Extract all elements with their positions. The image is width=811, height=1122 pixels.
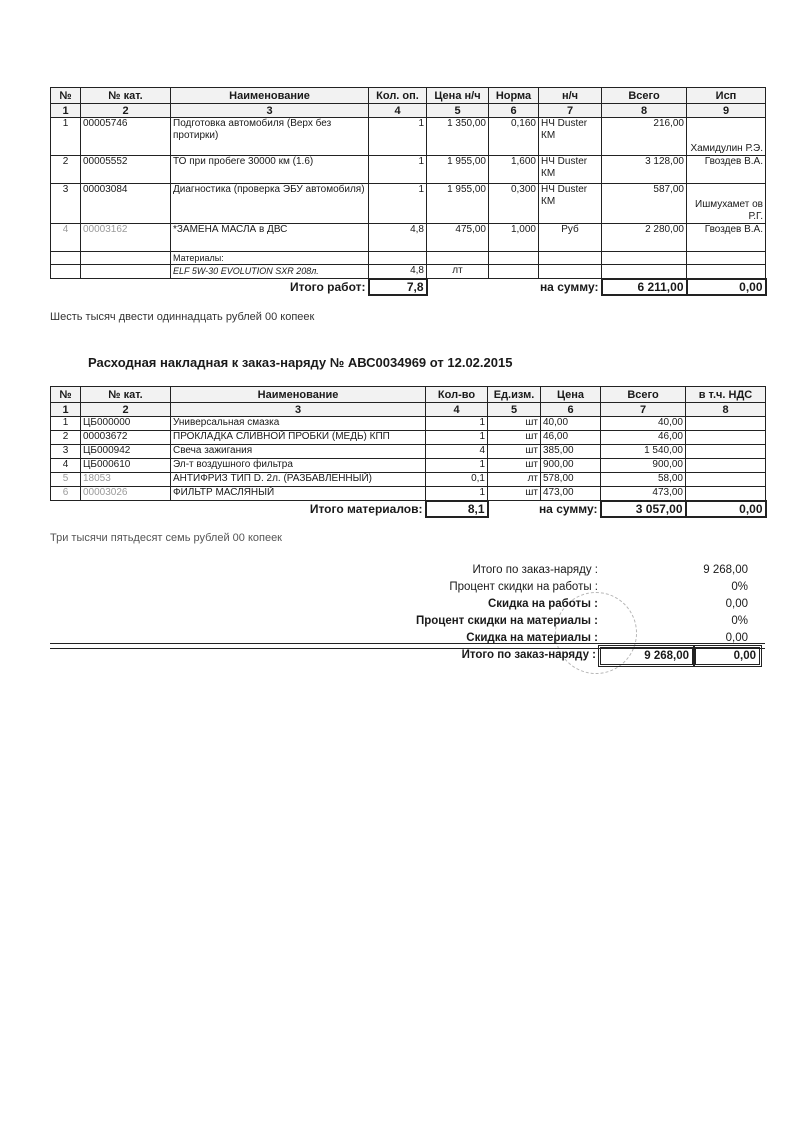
work-qty: 1 [369,156,427,184]
material-price: 46,00 [541,431,601,445]
col-number: 9 [687,104,766,118]
row-number: 6 [51,487,81,501]
header-cell: Наименование [171,387,426,403]
work-qty: 1 [369,118,427,156]
header-cell: Наименование [171,88,369,104]
material-unit: шт [488,459,541,473]
works-sum-value: 6 211,00 [602,279,687,295]
row-number: 4 [51,459,81,473]
material-vat [686,417,766,431]
material-qty: 1 [426,487,488,501]
catalog-number: ЦБ000610 [81,459,171,473]
catalog-number: 00003162 [81,224,171,252]
header-cell: Ед.изм. [488,387,541,403]
work-name: *ЗАМЕНА МАСЛА в ДВС [171,224,369,252]
summary-label: Скидка на работы : [487,598,598,610]
catalog-number: ЦБ000000 [81,417,171,431]
material-vat [686,487,766,501]
col-number: 1 [51,403,81,417]
material-unit: шт [488,445,541,459]
col-number: 4 [426,403,488,417]
table-row [51,445,766,459]
work-nh: Руб [539,224,602,252]
catalog-number: 00005746 [81,118,171,156]
header-cell: № кат. [81,88,171,104]
work-norm: 1,000 [489,224,539,252]
catalog-number: 00003672 [81,431,171,445]
materials-total-row [51,501,766,517]
material-vat [686,445,766,459]
header-cell: № кат. [81,387,171,403]
works-colnum-row [51,104,766,118]
material-vat [686,459,766,473]
final-total-value: 9 268,00 [598,645,695,667]
work-executor: Ишмухамет ов Р.Г. [687,184,766,224]
materials-sum-extra: 0,00 [686,501,766,517]
materials-label-row [51,252,766,265]
table-row [51,224,766,252]
col-number: 3 [171,403,426,417]
col-number: 5 [427,104,489,118]
summary-value: 9 268,00 [703,564,748,576]
col-number: 6 [541,403,601,417]
col-number: 8 [602,104,687,118]
summary-value: 0% [731,615,748,627]
final-total-label: Итого по заказ-наряду : [461,649,596,661]
row-number: 1 [51,417,81,431]
work-nh: НЧ Duster КМ [539,118,602,156]
work-price: 1 955,00 [427,156,489,184]
work-norm: 0,300 [489,184,539,224]
table-row [51,473,766,487]
header-cell: № [51,88,81,104]
col-number: 3 [171,104,369,118]
summary-value: 0% [731,581,748,593]
row-number: 3 [51,445,81,459]
material-unit: лт [427,265,489,279]
material-price: 40,00 [541,417,601,431]
material-unit: шт [488,431,541,445]
col-number: 2 [81,104,171,118]
material-unit: шт [488,417,541,431]
works-sum-in-words: Шесть тысяч двести одиннадцать рублей 00 копеек [50,311,315,323]
material-price: 578,00 [541,473,601,487]
works-total-label: Итого работ: [51,279,369,295]
row-number: 2 [51,156,81,184]
table-row [51,417,766,431]
material-price: 385,00 [541,445,601,459]
header-cell: Норма [489,88,539,104]
materials-total-label: Итого материалов: [51,501,426,517]
header-cell: Всего [601,387,686,403]
material-qty: 1 [426,459,488,473]
material-name: Эл-т воздушного фильтра [171,459,426,473]
material-row [51,265,766,279]
work-total: 3 128,00 [602,156,687,184]
works-total-row [51,279,766,295]
material-qty: 1 [426,417,488,431]
material-total: 1 540,00 [601,445,686,459]
material-unit: лт [488,473,541,487]
work-executor: Хамидулин Р.Э. [687,118,766,156]
materials-total-qty: 8,1 [426,501,488,517]
work-name: Подготовка автомобиля (Верх без протирки) [171,118,369,156]
material-name: Свеча зажигания [171,445,426,459]
row-number: 1 [51,118,81,156]
work-nh: НЧ Duster КМ [539,156,602,184]
material-total: 900,00 [601,459,686,473]
col-number: 7 [601,403,686,417]
table-row [51,487,766,501]
col-number: 8 [686,403,766,417]
material-total: 40,00 [601,417,686,431]
header-cell: Кол. оп. [369,88,427,104]
col-number: 6 [489,104,539,118]
materials-sum-in-words: Три тысячи пятьдесят семь рублей 00 копеек [50,532,282,544]
catalog-number: 18053 [81,473,171,487]
work-norm: 0,160 [489,118,539,156]
works-sum-extra: 0,00 [687,279,766,295]
header-cell: Цена н/ч [427,88,489,104]
col-number: 4 [369,104,427,118]
work-qty: 1 [369,184,427,224]
table-row [51,156,766,184]
header-cell: Цена [541,387,601,403]
material-vat [686,473,766,487]
material-name: Универсальная смазка [171,417,426,431]
work-total: 2 280,00 [602,224,687,252]
header-cell: № [51,387,81,403]
works-sum-label: на сумму: [539,279,599,294]
material-name: ФИЛЬТР МАСЛЯНЫЙ [171,487,426,501]
material-qty: 0,1 [426,473,488,487]
table-row [51,118,766,156]
summary-label: Процент скидки на материалы : [415,615,598,627]
header-cell: н/ч [539,88,602,104]
works-header-row [51,88,766,104]
header-cell: Кол-во [426,387,488,403]
material-name: ELF 5W-30 EVOLUTION SXR 208л. [171,265,369,279]
row-number: 2 [51,431,81,445]
table-row [51,459,766,473]
summary-value: 0,00 [725,632,748,644]
work-executor: Гвоздев В.А. [687,156,766,184]
table-row [51,431,766,445]
summary-label: Итого по заказ-наряду : [472,564,598,576]
material-price: 473,00 [541,487,601,501]
summary-label: Процент скидки на работы : [449,581,598,593]
work-executor: Гвоздев В.А. [687,224,766,252]
col-number: 2 [81,403,171,417]
material-name: АНТИФРИЗ ТИП D. 2л. (РАЗБАВЛЕННЫЙ) [171,473,426,487]
row-number: 5 [51,473,81,487]
works-total-qty: 7,8 [369,279,427,295]
summary-label: Скидка на материалы : [466,632,598,644]
materials-colnum-row [51,403,766,417]
materials-sum-value: 3 057,00 [601,501,686,517]
row-number: 3 [51,184,81,224]
final-total-extra: 0,00 [693,645,762,667]
col-number: 1 [51,104,81,118]
materials-table [50,386,767,518]
work-nh: НЧ Duster КМ [539,184,602,224]
header-cell: Всего [602,88,687,104]
table-row [51,184,766,224]
material-qty: 4,8 [369,265,427,279]
catalog-number: 00003084 [81,184,171,224]
col-number: 7 [539,104,602,118]
works-table [50,87,767,296]
material-vat [686,431,766,445]
work-price: 1 955,00 [427,184,489,224]
work-price: 1 350,00 [427,118,489,156]
work-qty: 4,8 [369,224,427,252]
material-qty: 1 [426,431,488,445]
material-total: 58,00 [601,473,686,487]
material-qty: 4 [426,445,488,459]
material-total: 473,00 [601,487,686,501]
work-price: 475,00 [427,224,489,252]
materials-label: Материалы: [171,252,369,265]
work-name: ТО при пробеге 30000 км (1.6) [171,156,369,184]
work-total: 216,00 [602,118,687,156]
col-number: 5 [488,403,541,417]
work-norm: 1,600 [489,156,539,184]
materials-sum-label: на сумму: [538,501,598,516]
header-cell: Исп [687,88,766,104]
summary-value: 0,00 [725,598,748,610]
materials-header-row [51,387,766,403]
material-name: ПРОКЛАДКА СЛИВНОЙ ПРОБКИ (МЕДЬ) КПП [171,431,426,445]
material-unit: шт [488,487,541,501]
work-total: 587,00 [602,184,687,224]
catalog-number: 00005552 [81,156,171,184]
catalog-number: 00003026 [81,487,171,501]
material-total: 46,00 [601,431,686,445]
invoice-title: Расходная накладная к заказ-наряду № АВС0034969 от 12.02.2015 [88,355,513,370]
header-cell: в т.ч. НДС [686,387,766,403]
work-name: Диагностика (проверка ЭБУ автомобиля) [171,184,369,224]
row-number: 4 [51,224,81,252]
catalog-number: ЦБ000942 [81,445,171,459]
material-price: 900,00 [541,459,601,473]
